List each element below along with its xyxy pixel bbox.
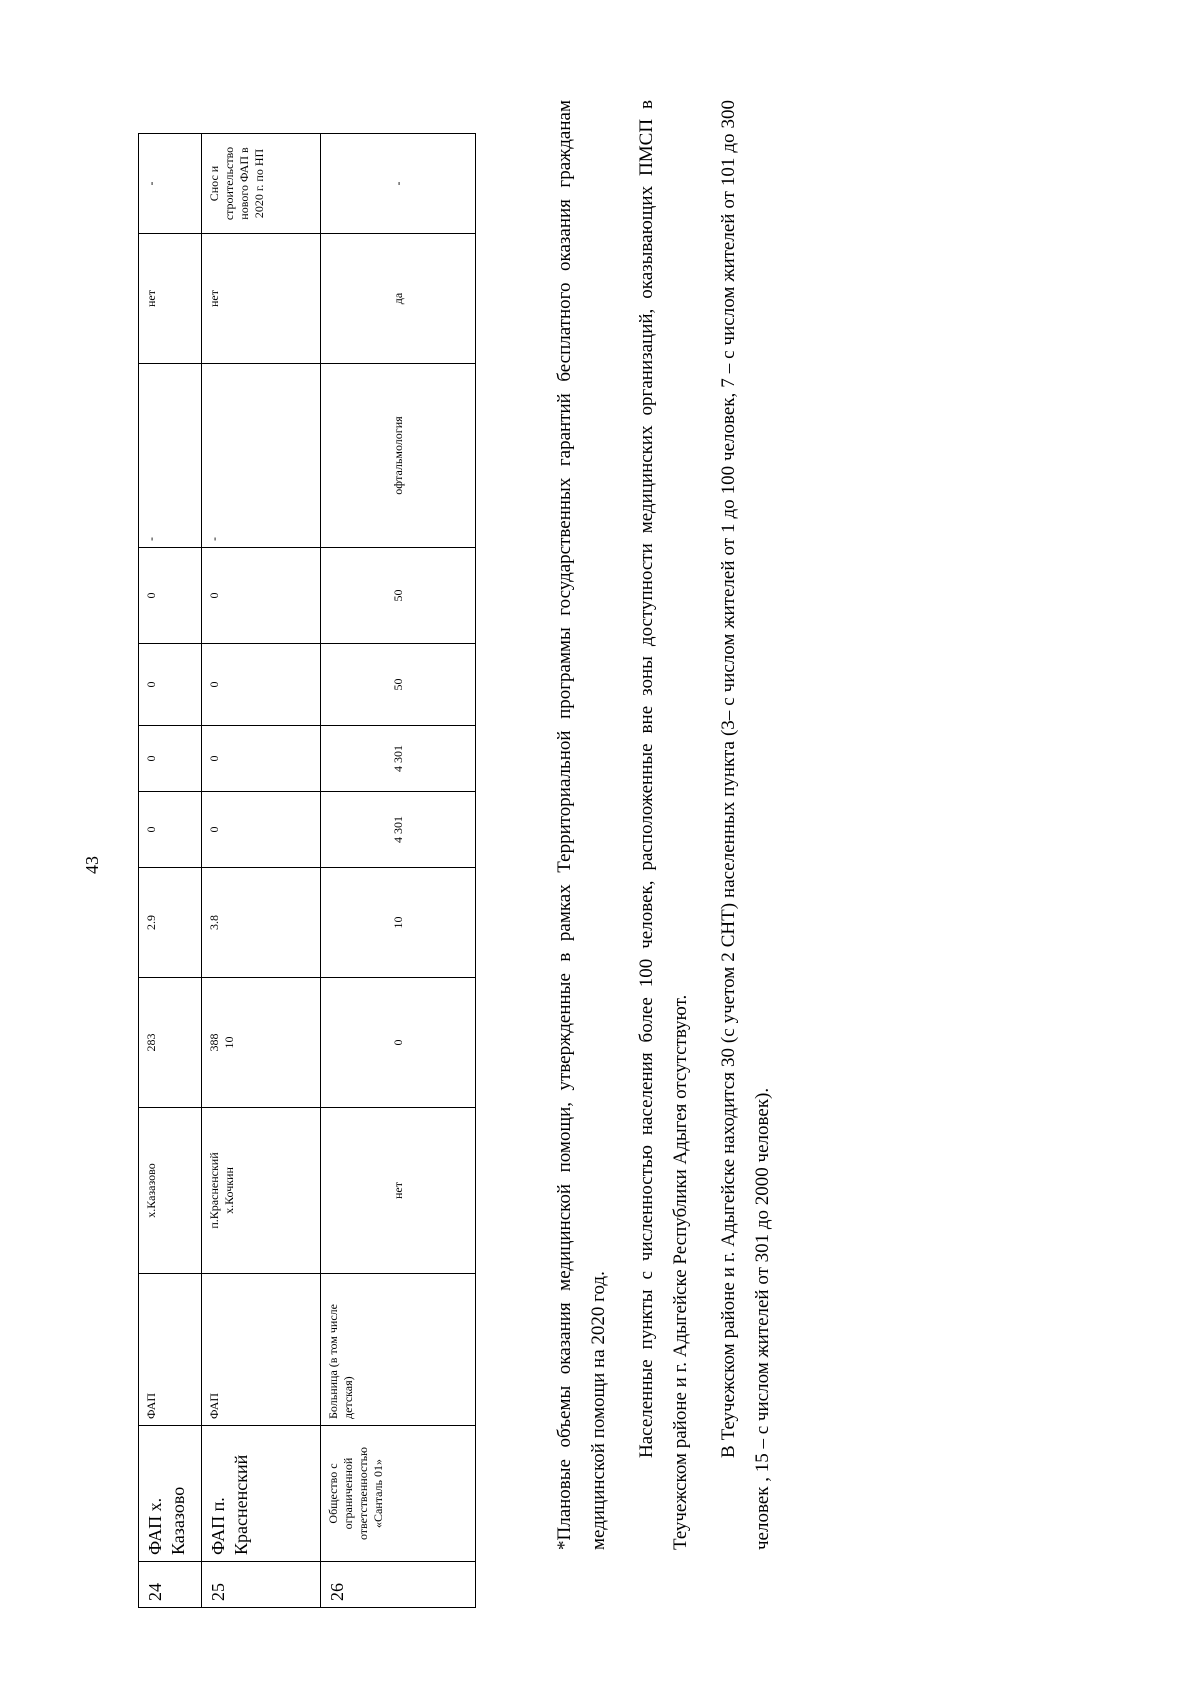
facility-name: ФАП х. Казазово (139, 1426, 202, 1562)
specialty: - (202, 364, 321, 548)
value-cell: 0 (139, 726, 202, 792)
value-cell: 0 (202, 548, 321, 644)
page-number: 43 (82, 856, 102, 874)
population: 0 (321, 978, 476, 1108)
population: 388 10 (202, 978, 321, 1108)
facility-name: ФАП п. Красненский (202, 1426, 321, 1562)
footnote: *Плановые объемы оказания медицинской помощи, утвержденные в рамках Территориальной программы государственных гарантий бесплатного оказания гражданам медицинской помощи на 2020 год. (554, 100, 609, 1550)
flag: да (321, 234, 476, 364)
value-cell: 0 (202, 792, 321, 868)
settlement: п.Красненский х.Кочкин (202, 1108, 321, 1274)
distance: 10 (321, 868, 476, 978)
table-row (321, 134, 476, 1608)
paragraph: В Теучежском районе и г. Адыгейске находится 30 (с учетом 2 СНТ) населенных пункта (3– с числом жителей от 1 до 100 человек, 7 – с числом жителей от 101 до 300 человек , 15 – с числом жителей от 301 до 2000 человек). (718, 100, 773, 1550)
population: 283 (139, 978, 202, 1108)
facility-type: Больница (в том числе детская) (321, 1274, 476, 1426)
table-row (139, 134, 202, 1608)
specialty: офтальмология (321, 364, 476, 548)
specialty: - (139, 364, 202, 548)
value-cell: 0 (139, 644, 202, 726)
note: - (139, 134, 202, 234)
paragraph: Населенные пункты с численностью населения более 100 человек, расположенные вне зоны доступности медицинских организаций, оказывающих ПМСП в Теучежском районе и г. Адыгейске Республики Адыгея отсутствуют. (636, 100, 691, 1550)
facility-name: Общество с ограниченной ответственностью «Санталь 01» (321, 1426, 476, 1562)
note: Снос и строительство нового ФАП в 2020 г. по НП (202, 134, 321, 234)
distance: 2.9 (139, 868, 202, 978)
row-number: 26 (321, 1562, 476, 1608)
notes-section (548, 100, 794, 1550)
row-number: 24 (139, 1562, 202, 1608)
value-cell: 0 (139, 792, 202, 868)
note: - (321, 134, 476, 234)
value-cell: 0 (139, 548, 202, 644)
facility-type: ФАП (139, 1274, 202, 1426)
settlement: нет (321, 1108, 476, 1274)
value-cell: 4 301 (321, 792, 476, 868)
value-cell: 50 (321, 644, 476, 726)
facility-type: ФАП (202, 1274, 321, 1426)
facilities-table (138, 133, 476, 1608)
row-number: 25 (202, 1562, 321, 1608)
table-row (202, 134, 321, 1608)
value-cell: 0 (202, 644, 321, 726)
flag: нет (202, 234, 321, 364)
value-cell: 0 (202, 726, 321, 792)
value-cell: 50 (321, 548, 476, 644)
flag: нет (139, 234, 202, 364)
settlement: х.Казазово (139, 1108, 202, 1274)
value-cell: 4 301 (321, 726, 476, 792)
distance: 3.8 (202, 868, 321, 978)
